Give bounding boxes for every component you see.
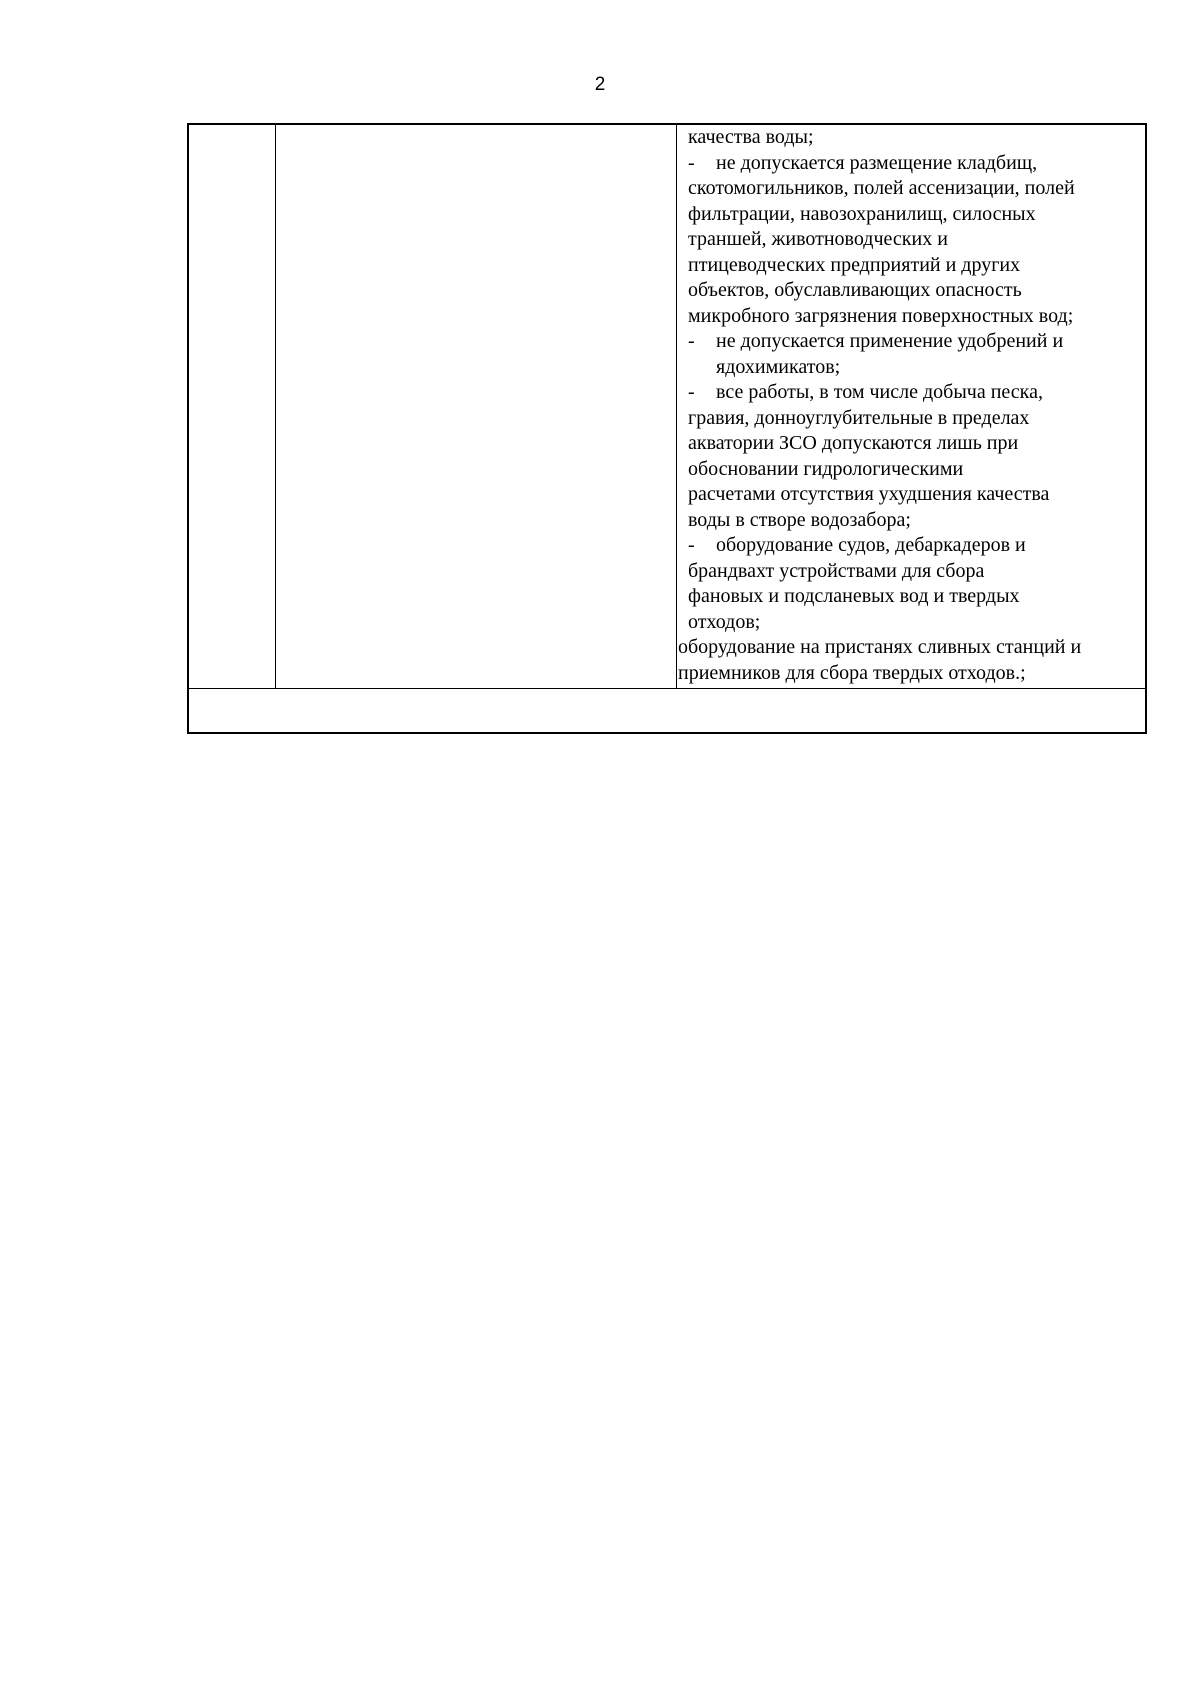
list-item (678, 380, 1148, 406)
text-line: акватории ЗСО допускаются лишь при (688, 432, 1019, 454)
text-line: гравия, донноуглубительные в пределах (688, 406, 1030, 429)
text-line: расчетами отсутствия ухудшения качества (688, 483, 1050, 505)
list-dash: - (688, 534, 695, 556)
text-line: оборудование на пристанях сливных станций и (678, 636, 1082, 658)
list-item (678, 533, 1148, 559)
text-line: фановых и подсланевых вод и твердых (688, 585, 1020, 607)
text-line: скотомогильников, полей ассенизации, полей (688, 177, 1075, 199)
list-dash: - (688, 381, 695, 403)
text-line: качества воды; (688, 126, 814, 148)
list-dash: - (688, 151, 695, 174)
text-line: отходов; (688, 610, 761, 633)
table-column-divider (676, 125, 677, 688)
list-dash: - (688, 330, 695, 352)
text-line: фильтрации, навозохранилищ, силосных (688, 202, 1036, 225)
page-number: 2 (594, 74, 606, 95)
list-item (678, 151, 1148, 177)
text-line: траншей, животноводческих и (688, 228, 948, 250)
text-line: обосновании гидрологическими (688, 457, 964, 480)
text-line: объектов, обуславливающих опасность (688, 279, 1022, 301)
text-line: приемников для сбора твердых отходов.; (678, 661, 1026, 684)
text-line: птицеводческих предприятий и других (688, 253, 1021, 276)
list-item (678, 329, 1148, 355)
requirements-cell (678, 125, 1148, 686)
text-line: все работы, в том числе добыча песка, (716, 381, 1043, 403)
text-line: не допускается размещение кладбищ, (716, 151, 1038, 174)
table-column-divider (275, 125, 276, 688)
text-line: ядохимикатов; (716, 355, 841, 378)
table-row-divider (189, 688, 1145, 689)
text-line: оборудование судов, дебаркадеров и (716, 534, 1026, 556)
text-line: не допускается применение удобрений и (716, 330, 1064, 352)
text-line: воды в створе водозабора; (688, 508, 911, 531)
text-line: брандвахт устройствами для сбора (688, 559, 985, 582)
requirements-table (187, 123, 1147, 734)
text-line: микробного загрязнения поверхностных вод; (688, 304, 1074, 327)
